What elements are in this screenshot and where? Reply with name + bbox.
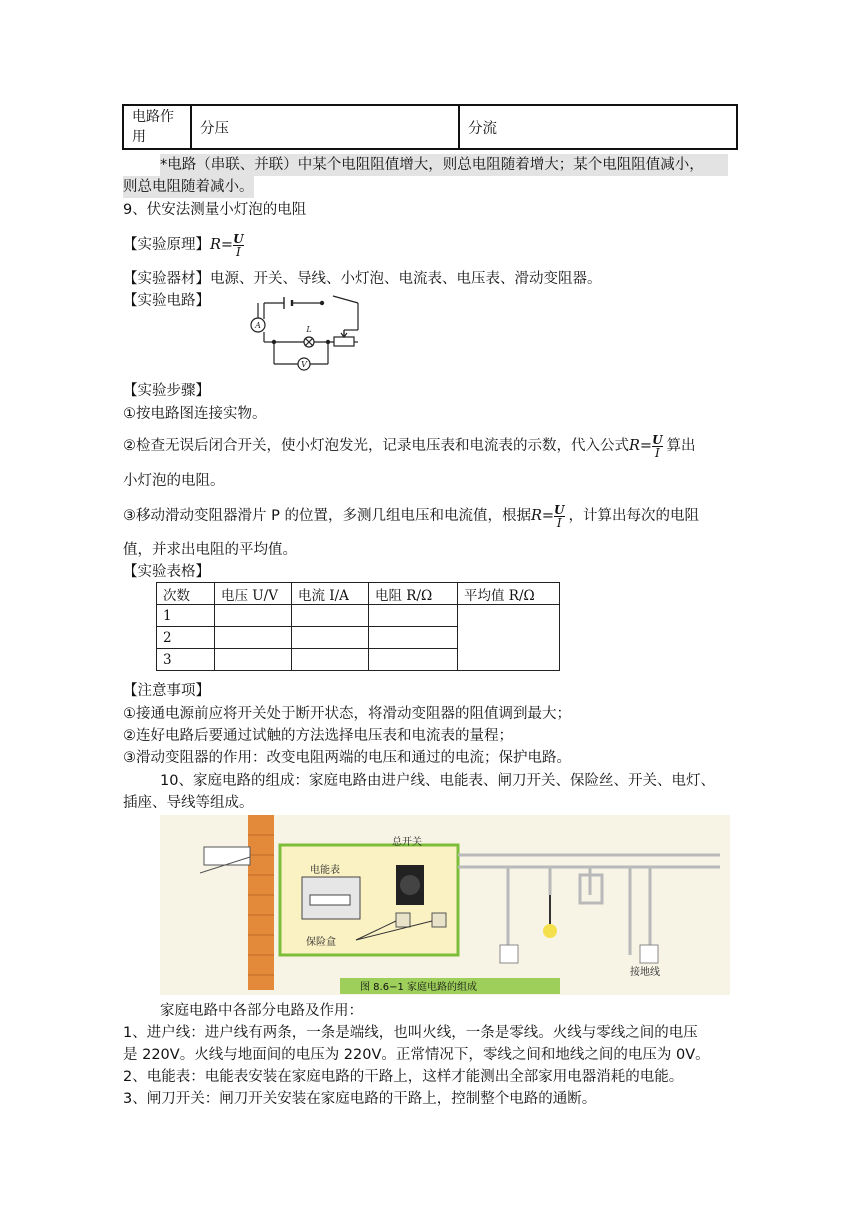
average-cell [458, 605, 560, 671]
circuit-diagram [238, 292, 368, 372]
table-label: 【实验表格】 [123, 564, 210, 580]
household-circuit-figure [160, 815, 730, 995]
note-line-1: *电路（串联、并联）中某个电阻阻值增大，则总电阻随着增大；某个电阻阻值减小， [160, 154, 728, 176]
lamp-label: L [306, 325, 312, 334]
step-2-formula-r: R= [629, 438, 653, 454]
principle-row [123, 232, 248, 258]
steps-label: 【实验步骤】 [123, 383, 210, 399]
item-1-line-2: 是 220V。火线与地面间的电压为 220V。正常情况下，零线之间和地线之间的电压为 0V。 [123, 1047, 710, 1063]
formula-u: U [233, 231, 244, 246]
formula-r: R= [210, 237, 234, 253]
note-2: ②连好电路后要通过试触的方法选择电压表和电流表的量程； [123, 728, 513, 744]
ammeter-label: A [255, 321, 261, 330]
row-index: 3 [157, 649, 215, 671]
figure-caption: 图 8.6−1 家庭电路的组成 [360, 982, 478, 993]
step-2-suffix: 算出 [666, 438, 696, 454]
step-3-formula-r: R= [530, 508, 555, 524]
table-cell [215, 649, 292, 671]
header-count: 次数 [157, 583, 215, 605]
step-2-formula [652, 434, 662, 459]
table-cell [369, 649, 458, 671]
table-cell [292, 605, 369, 627]
step-2-i: I [654, 445, 660, 460]
table-cell [292, 627, 369, 649]
equipment-line: 【实验器材】电源、开关、导线、小灯泡、电流表、电压表、滑动变阻器。 [123, 271, 602, 287]
header-current: 电流 I/A [292, 583, 369, 605]
table-cell [215, 605, 292, 627]
notes-label: 【注意事项】 [123, 683, 210, 699]
fuse-label: 保险盒 [306, 937, 336, 948]
step-3-suffix: ，计算出每次的电阻 [568, 508, 700, 524]
table-cell [215, 627, 292, 649]
section-10-line-2: 插座、导线等组成。 [123, 795, 254, 811]
row-index: 2 [157, 627, 215, 649]
step-3-formula [554, 504, 564, 529]
table-cell-parallel: 分流 [459, 105, 737, 149]
section-9-title: 9、伏安法测量小灯泡的电阻 [123, 202, 307, 218]
table-cell [369, 605, 458, 627]
step-2-text: ②检查无误后闭合开关，使小灯泡发光，记录电压表和电流表的示数，代入公式 [123, 438, 629, 454]
table-cell [369, 627, 458, 649]
step-2-continued: 小灯泡的电阻。 [123, 473, 225, 489]
circuit-function-table [122, 104, 738, 150]
step-3-text: ③移动滑动变阻器滑片 P 的位置，多测几组电压和电流值，根据 [123, 508, 531, 524]
table-cell-series: 分压 [191, 105, 459, 149]
section-10-line-1: 10、家庭电路的组成：家庭电路由进户线、电能表、闸刀开关、保险丝、开关、电灯、 [160, 773, 715, 789]
header-resistance: 电阻 R/Ω [369, 583, 458, 605]
step-3-row [123, 502, 699, 530]
item-3: 3、闸刀开关：闸刀开关安装在家庭电路的干路上，控制整个电路的通断。 [123, 1091, 597, 1107]
step-1: ①按电路图连接实物。 [123, 406, 267, 422]
table-header-cell: 电路作用 [123, 105, 191, 149]
table-cell [292, 649, 369, 671]
step-3-u: U [554, 502, 565, 517]
experiment-table [156, 582, 560, 671]
parts-intro: 家庭电路中各部分电路及作用： [160, 1003, 363, 1019]
circuit-label: 【实验电路】 [123, 293, 210, 309]
switch-label: 总开关 [392, 837, 422, 848]
table-header-row [157, 583, 560, 605]
formula-i: I [235, 244, 241, 259]
step-3-i: I [556, 515, 562, 530]
header-voltage: 电压 U/V [215, 583, 292, 605]
header-average: 平均值 R/Ω [458, 583, 560, 605]
step-2-row [123, 432, 696, 460]
note-3: ③滑动变阻器的作用：改变电阻两端的电压和通过的电流；保护电路。 [123, 750, 571, 766]
table-row [157, 605, 560, 627]
formula-fraction [233, 233, 243, 258]
ground-label: 接地线 [630, 967, 660, 978]
principle-label: 【实验原理】 [123, 237, 210, 253]
row-index: 1 [157, 605, 215, 627]
item-2: 2、电能表：电能表安装在家庭电路的干路上，这样才能测出全部家用电器消耗的电能。 [123, 1069, 684, 1085]
note-line-2: 则总电阻随着减小。 [123, 176, 254, 198]
meter-label: 电能表 [310, 865, 340, 876]
note-1: ①接通电源前应将开关处于断开状态，将滑动变阻器的阻值调到最大； [123, 706, 571, 722]
item-1-line-1: 1、进户线：进户线有两条，一条是端线，也叫火线，一条是零线。火线与零线之间的电压 [123, 1025, 698, 1041]
step-2-u: U [652, 432, 663, 447]
voltmeter-label: V [301, 360, 307, 369]
step-3-continued: 值，并求出电阻的平均值。 [123, 542, 297, 558]
